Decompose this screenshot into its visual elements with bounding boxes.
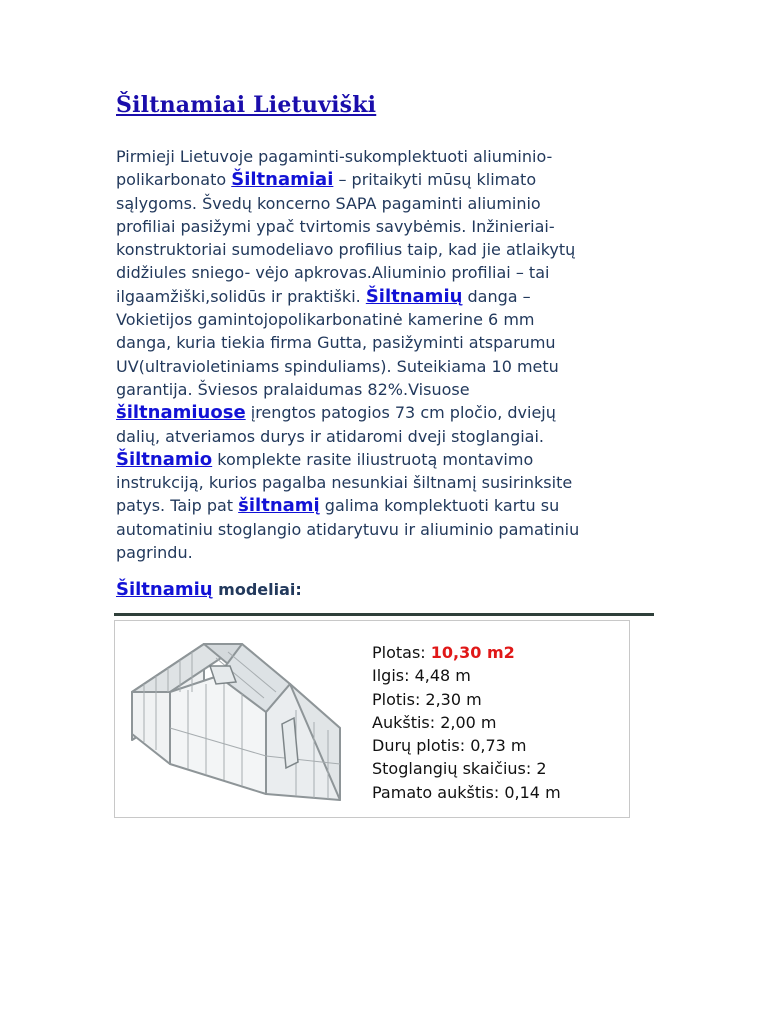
text-line: danga, kuria tiekia firma Gutta, pasižyminti atsparumu bbox=[116, 333, 556, 353]
text-line: sąlygoms. Švedų koncerno SAPA pagaminti aliuminio bbox=[116, 193, 541, 213]
keyword-link-siltnamiu[interactable]: Šiltnamių bbox=[365, 285, 463, 307]
text-fragment: komplekte rasite iliustruotą montavimo bbox=[212, 449, 534, 469]
spec-area bbox=[372, 641, 561, 664]
keyword-link-siltnamiuose[interactable]: šiltnamiuose bbox=[116, 402, 246, 424]
spec-door-width: Durų plotis: 0,73 m bbox=[372, 736, 527, 756]
keyword-link-siltnami[interactable]: šiltnamį bbox=[238, 495, 320, 517]
text-line: Vokietijos gamintojopolikarbonatinė kamerine 6 mm bbox=[116, 310, 535, 330]
keyword-link-siltnamiai[interactable]: Šiltnamiai bbox=[231, 169, 334, 191]
text-line: Pirmieji Lietuvoje pagaminti-sukomplektuoti aliuminio- bbox=[116, 147, 553, 166]
spec-length: Ilgis: 4,48 m bbox=[372, 666, 471, 686]
model-specs bbox=[372, 641, 561, 804]
text-fragment: ilgaamžiški,solidūs ir praktiški. bbox=[116, 286, 366, 306]
text-fragment: galima komplektuoti kartu su bbox=[319, 496, 560, 516]
keyword-link-siltnamio[interactable]: Šiltnamio bbox=[116, 448, 213, 470]
text-line: pagrindu. bbox=[116, 543, 193, 563]
text-fragment: įrengtos patogios 73 cm pločio, dviejų bbox=[245, 403, 556, 423]
text-fragment: polikarbonato bbox=[116, 170, 232, 190]
text-line: automatiniu stoglangio atidarytuvu ir aliuminio pamatiniu bbox=[116, 519, 580, 539]
text-line: garantija. Šviesos pralaidumas 82%.Visuose bbox=[116, 379, 470, 399]
spec-width: Plotis: 2,30 m bbox=[372, 689, 482, 709]
text-line: profiliai pasižymi ypač tvirtomis savybėmis. Inžinieriai- bbox=[116, 216, 555, 236]
text-line: UV(ultravioletiniams spinduliams). Suteikiama 10 metu bbox=[116, 356, 559, 376]
text-line bbox=[116, 285, 676, 308]
spec-roof-windows: Stoglangių skaičius: 2 bbox=[372, 759, 547, 779]
text-line: didžiules sniego- vėjo apkrovas.Aliuminio profiliai – tai bbox=[116, 263, 550, 283]
spec-area-value: 10,30 m2 bbox=[430, 643, 515, 662]
section-divider bbox=[114, 613, 654, 616]
description-paragraph bbox=[116, 145, 676, 564]
text-line: instrukciją, kurios pagalba nesunkiai šiltnamį susirinksite bbox=[116, 473, 573, 493]
text-fragment: – pritaikyti mūsų klimato bbox=[333, 170, 537, 190]
text-line bbox=[116, 494, 676, 517]
text-line bbox=[116, 448, 676, 471]
keyword-link-models[interactable]: Šiltnamių bbox=[116, 579, 213, 600]
spec-foundation-height: Pamato aukštis: 0,14 m bbox=[372, 782, 561, 802]
text-line bbox=[116, 401, 676, 424]
spec-height: Aukštis: 2,00 m bbox=[372, 712, 497, 732]
text-fragment: patys. Taip pat bbox=[116, 496, 239, 516]
text-fragment: danga – bbox=[462, 286, 531, 306]
text-line: konstruktoriai sumodeliavo profilius taip, kad jie atlaikytų bbox=[116, 240, 576, 260]
spec-area-label: Plotas: bbox=[372, 643, 431, 662]
greenhouse-illustration bbox=[118, 622, 376, 816]
models-heading-text: modeliai: bbox=[212, 580, 302, 599]
models-heading bbox=[116, 579, 302, 600]
text-line bbox=[116, 168, 676, 191]
page-title[interactable]: Šiltnamiai Lietuviški bbox=[116, 92, 377, 118]
text-line: dalių, atveriamos durys ir atidaromi dveji stoglangiai. bbox=[116, 426, 544, 446]
